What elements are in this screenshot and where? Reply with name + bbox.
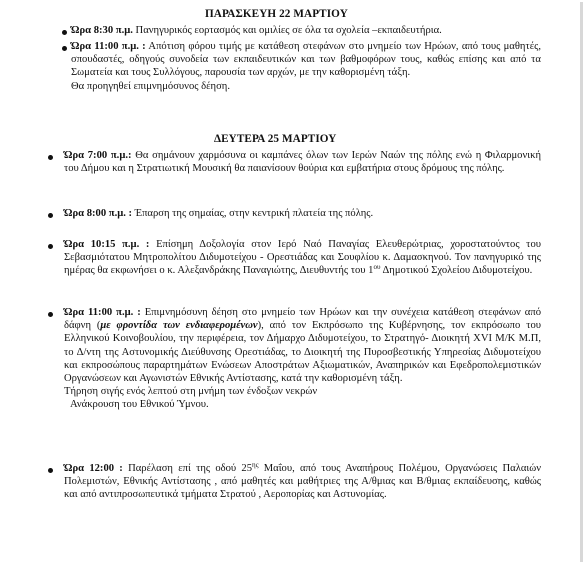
item-time: Ώρα 12:00 : [64,463,123,474]
item-time: Ώρα 10:15 π.μ. : [64,239,150,250]
item-paragraph [64,149,541,175]
item-paragraph [64,238,541,278]
heading-monday: ΔΕΥΤΕΡΑ 25 ΜΑΡΤΙΟΥ [214,133,337,145]
item-paragraph [64,207,541,220]
item-text: Επιμνημόσυνη δέηση στο μνημείο των Ηρώων και την συνέχεια κατάθεση στεφάνων από δάφνη ( [64,307,541,332]
list-item [64,462,541,502]
item-time: Ώρα 11:00 π.μ. : [71,41,146,52]
item-time: Ώρα 7:00 π.μ.: [64,150,132,161]
item-text: Θα σημάνουν χαρμόσυνα οι καμπάνες όλων των Ιερών Ναών της πόλης ενώ η Φιλαρμονική του Δήμου και η Στρατιωτική Μουσική θα παιανίσουν θούρια και εμβατήρια στους δρόμους της πόλης. [64,150,541,175]
list-item [64,149,541,175]
bullet-icon [48,213,53,218]
ordinal-suffix: ου [373,263,381,272]
item-time: Ώρα 8:00 π.μ. : [64,208,133,219]
item-note: Ανάκρουση του Εθνικού Ύμνου. [70,399,209,411]
list-item [71,40,541,93]
list-item [71,24,541,37]
list-item [64,238,541,278]
bullet-icon [48,312,53,317]
ordinal-suffix: ης [252,461,259,469]
bullet-icon [48,468,53,473]
item-text-continued: Μαΐου, από τους Αναπήρους Πολέμου, Οργανώσεις Παλαιών Πολεμιστών, Εθνικής Αντίστασης , από μαθητές και μαθήτριες της Α/θμιας και Β/θμιας εκπαίδευσης, καθώς και από αντιπροσωπευτικά τμήματα Στρατού , Αεροπορίας και Αστυνομίας. [64,463,542,501]
list-item [64,306,541,412]
list-item [64,207,541,220]
item-note: Τήρηση σιγής ενός λεπτού στη μνήμη των ένδοξων νεκρών [64,386,318,398]
item-text: Παρέλαση επί της οδού 25 [122,463,253,474]
heading-friday: ΠΑΡΑΣΚΕΥΗ 22 ΜΑΡΤΙΟΥ [205,8,348,20]
item-time: Ώρα 8:30 π.μ. [71,25,133,36]
item-note: Θα προηγηθεί επιμνημόσυνος δέηση. [71,80,230,92]
item-text: Έπαρση της σημαίας, στην κεντρική πλατεία της πόλης. [132,208,374,219]
item-text-continued: ), από τον Εκπρόσωπο της Κυβέρνησης, τον εκπρόσωπο του Ελληνικού Κοινοβουλίου, την περιφέρεια, τον Δήμαρχο Διδυμοτείχου, το Στρατηγό- Διοικητή XVI Μ/Κ Μ.Π, το Δ/ντη της Αστυνομικής Διεύθυνσης Ορεστιάδας, το Διοικητή της Πυροσβεστικής Υπηρεσίας Διδυμοτείχου και εκπροσώπους παραρτημάτων Ενώσεων Αποστράτων Αξιωματικών, Αναπηρικών και Εφεδροπολεμιστικών Οργανώσεων και Αγωνιστών Εθνικής Αντίστασης, κατά την καθορισμένη τάξη. [64,320,541,385]
item-text-continued: Δημοτικού Σχολείου Διδυμοτείχου. [380,265,533,277]
bullet-icon [48,155,53,160]
item-time: Ώρα 11:00 π.μ. : [64,307,141,318]
bullet-icon [62,30,67,35]
item-emphasis: με φροντίδα των ενδιαφερομένων [100,320,258,332]
item-text: Επίσημη Δοξολογία στον Ιερό Ναό Παναγίας Ελευθερώτριας, χοροστατούντος του Σεβασμιότατου Μητροπολίτου Διδυμοτείχου - Ορεστιάδας και Σουφλίου κ. Δαμασκηνού. Τον πανηγυρικό της ημέρας θα εκφωνήσει ο κ. Αλεξανδράκης Παναγιώτης, Διευθυντής του 1 [64,239,541,277]
bullet-icon [62,46,67,51]
item-text: Πανηγυρικός εορτασμός και ομιλίες σε όλα τα σχολεία –εκπαιδευτήρια. [132,25,442,36]
item-paragraph [71,24,541,37]
item-text: Απότιση φόρου τιμής με κατάθεση στεφάνων στο μνημείο των Ηρώων, από τους μαθητές, σπουδαστές, οδηγούς συνοδεία των εκπαιδευτικών και των βαθμοφόρων τους, καθώς επίσης και από τα Σωματεία και τους Συλλόγους, παρουσία των αρχών, με την καθορισμένη τάξη. [71,41,541,79]
item-paragraph [64,306,541,385]
bullet-icon [48,244,53,249]
item-paragraph [71,40,541,80]
item-paragraph [64,462,541,502]
